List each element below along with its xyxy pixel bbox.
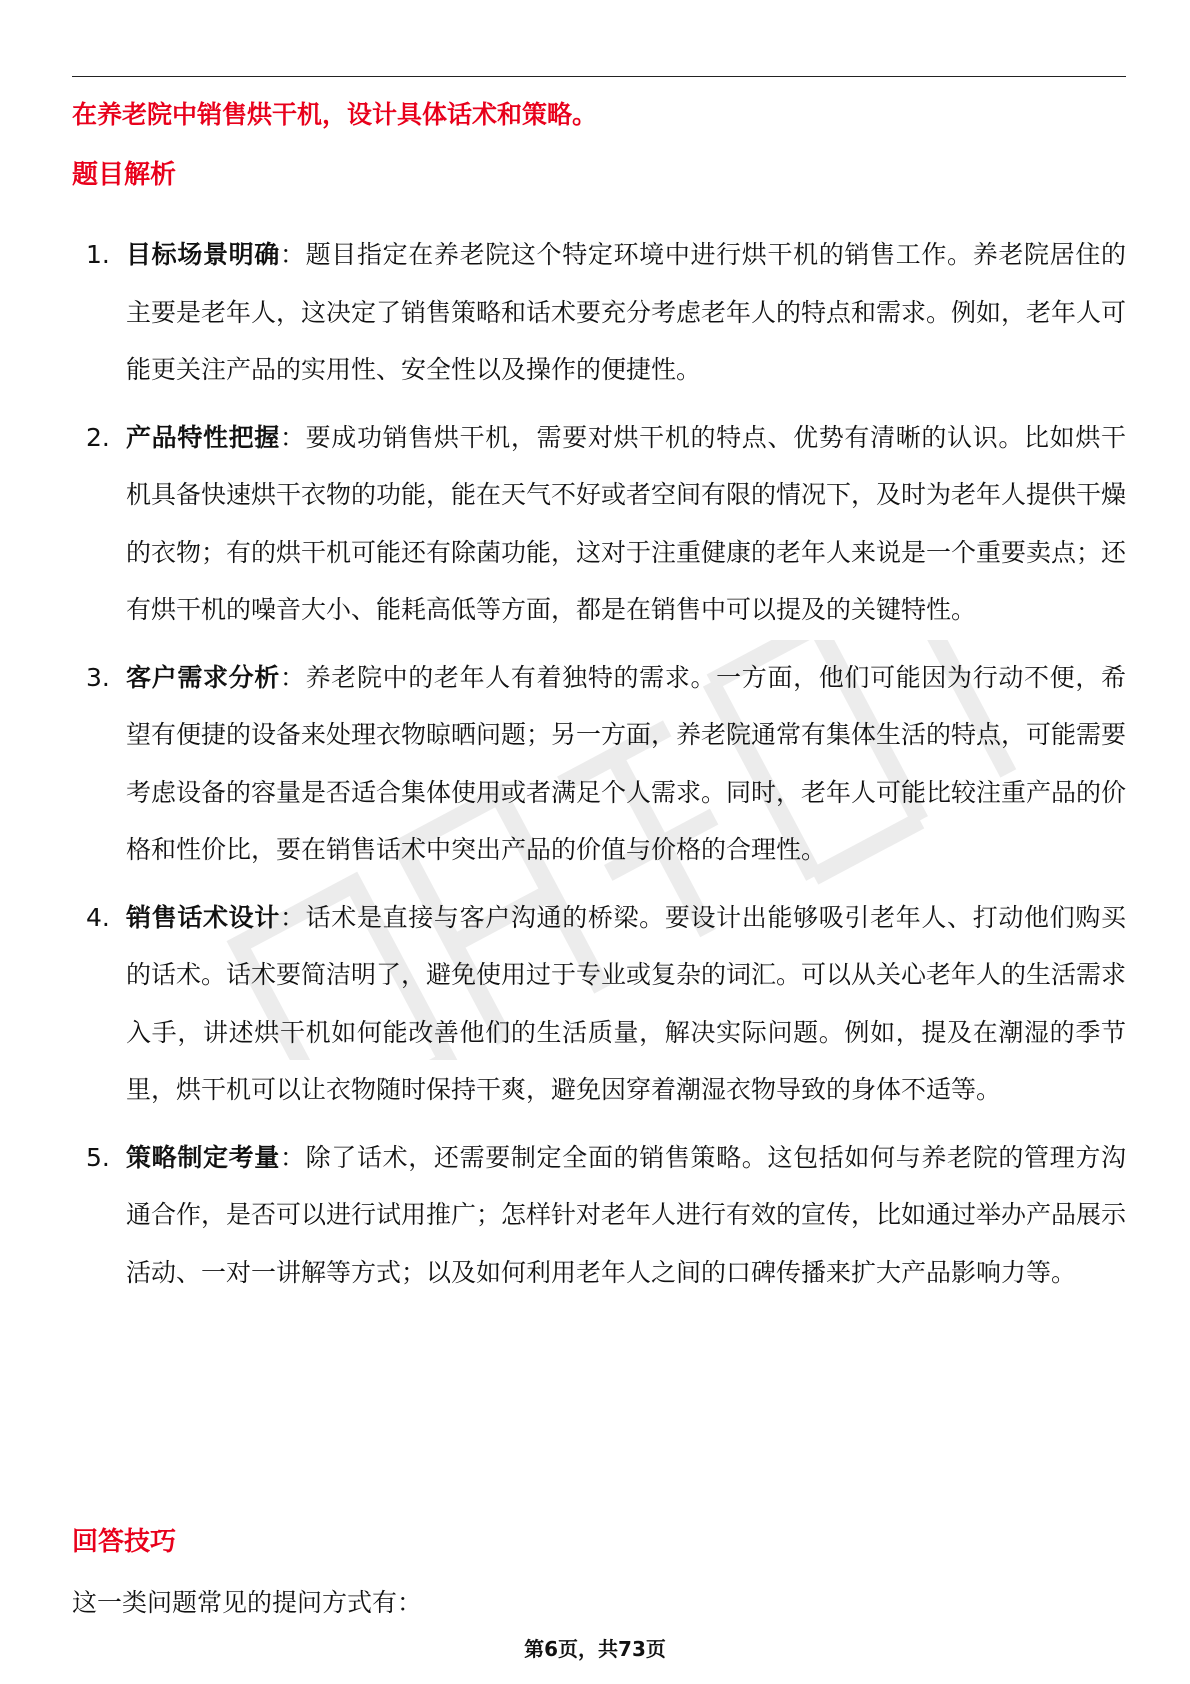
question-title: 在养老院中销售烘干机，设计具体话术和策略。	[72, 100, 598, 129]
item-title: 销售话术设计	[126, 902, 280, 932]
item-separator: ：	[279, 422, 306, 452]
item-title: 目标场景明确	[126, 240, 280, 269]
item-title: 产品特性把握	[126, 422, 280, 452]
tips-intro: 这一类问题常见的提问方式有：	[72, 1588, 423, 1617]
item-text: 题目指定在养老院这个特定环境中进行烘干机的销售工作。养老院居住的主要是老年人，这决定了销售策略和话术要充分考虑老年人的特点和需求。例如，老年人可能更关注产品的实用性、安全性以及操作的便捷性。	[126, 240, 1127, 384]
analysis-item	[72, 226, 1126, 399]
analysis-item	[72, 889, 1126, 1119]
item-number: 4.	[86, 902, 110, 932]
analysis-item	[72, 1129, 1126, 1302]
item-separator: ：	[279, 662, 306, 692]
item-separator: ：	[279, 902, 306, 932]
item-text: 要成功销售烘干机，需要对烘干机的特点、优势有清晰的认识。比如烘干机具备快速烘干衣物的功能，能在天气不好或者空间有限的情况下，及时为老年人提供干燥的衣物；有的烘干机可能还有除菌功能，这对于注重健康的老年人来说是一个重要卖点；还有烘干机的噪音大小、能耗高低等方面，都是在销售中可以提及的关键特性。	[126, 422, 1127, 624]
analysis-list	[72, 226, 1126, 1311]
item-title: 客户需求分析	[126, 662, 280, 692]
item-text: 除了话术，还需要制定全面的销售策略。这包括如何与养老院的管理方沟通合作，是否可以进行试用推广；怎样针对老年人进行有效的宣传，比如通过举办产品展示活动、一对一讲解等方式；以及如何利用老年人之间的口碑传播来扩大产品影响力等。	[126, 1142, 1127, 1287]
item-separator: ：	[279, 240, 306, 269]
item-number: 1.	[86, 240, 110, 269]
header-rule	[72, 76, 1126, 77]
item-title: 策略制定考量	[126, 1142, 280, 1172]
item-number: 2.	[86, 422, 110, 452]
analysis-heading: 题目解析	[72, 160, 177, 190]
item-separator: ：	[279, 1142, 306, 1172]
item-number: 3.	[86, 662, 110, 692]
item-text: 话术是直接与客户沟通的桥梁。要设计出能够吸引老年人、打动他们购买的话术。话术要简洁明了，避免使用过于专业或复杂的词汇。可以从关心老年人的生活需求入手，讲述烘干机如何能改善他们的生活质量，解决实际问题。例如，提及在潮湿的季节里，烘干机可以让衣物随时保持干爽，避免因穿着潮湿衣物导致的身体不适等。	[126, 902, 1127, 1104]
analysis-item	[72, 649, 1126, 879]
tips-heading: 回答技巧	[72, 1527, 177, 1557]
page-number: 第6页，共73页	[524, 1637, 666, 1661]
analysis-item	[72, 409, 1126, 639]
item-text: 养老院中的老年人有着独特的需求。一方面，他们可能因为行动不便，希望有便捷的设备来处理衣物晾晒问题；另一方面，养老院通常有集体生活的特点，可能需要考虑设备的容量是否适合集体使用或者满足个人需求。同时，老年人可能比较注重产品的价格和性价比，要在销售话术中突出产品的价值与价格的合理性。	[126, 662, 1127, 864]
item-number: 5.	[86, 1142, 110, 1172]
